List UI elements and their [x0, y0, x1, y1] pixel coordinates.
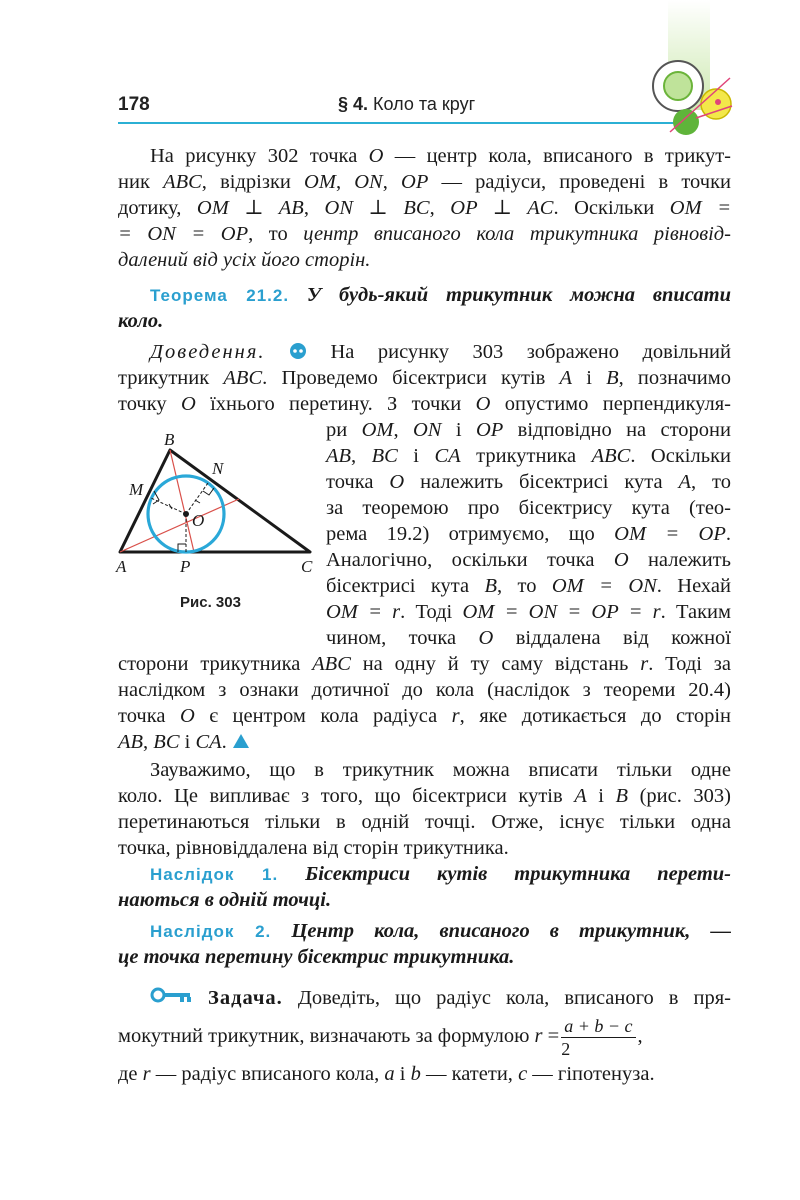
paragraph-intro: На рисунку 302 точка O — центр кола, вписаного в трикут- ник ABC, відрізки OM, ON, OP — радіуси, проведені в точки дотику, OM ⊥ AB, ON ⊥ BC, OP ⊥ AC. Оскільки OM = = ON = OP, то центр вписаного кола трикутника рівновід- далений від усіх його сторін. — [118, 145, 732, 271]
section-heading — [338, 94, 475, 115]
theorem-block: Теорема 21.2. У будь-який трикутник можна вписати коло. — [118, 284, 731, 332]
proof-conclusion: сторони трикутника ABC на одну й ту саму відстань r. Тоді за наслідком з ознаки дотичної до кола (наслідок з теореми 20.4) точка O є центром кола радіуса r, яке дотикається до сторін AB, BC і CA. — [118, 653, 732, 753]
tick-mark — [195, 500, 200, 503]
figure-caption: Рис. 303 — [180, 594, 241, 611]
paragraph-remark: Зауважимо, що в трикутник можна вписати тільки одне коло. Це випливає з того, що бісектриси кутів A і B (рис. 303) перетинаються тільки в одній точці. Отже, існує тільки одна точка, рівновіддалена від сторін трикутника. — [118, 759, 731, 859]
header-rule — [118, 122, 678, 124]
label-m: M — [129, 480, 144, 499]
label-a: A — [116, 557, 127, 576]
proof-wrapped-text: ри OM, ON і OP відповідно на сторони AB, BC і CA трикутника ABC. Оскільки точка O належить бісектрисі кута A, то за теоремою про бісектрису кута (тео- рема 19.2) отримуємо, що OM = OP. Аналогічно, оскільки точка O належить бісектрисі кута B, то OM = ON. Нехай OM = r. Тоді OM = ON = OP = r. Таким чином, точка O віддалена від кожної — [326, 419, 732, 649]
label-p: P — [180, 557, 191, 576]
section-number: § 4. — [338, 94, 369, 114]
label-n: N — [212, 459, 224, 478]
theorem-label: Теорема 21.2. — [150, 286, 290, 305]
corollary-2: Наслідок 2. Центр кола, вписаного в трикутник, — це точка перетину бісектрис трикутника. — [118, 920, 731, 968]
proof-start-icon — [289, 342, 307, 360]
label-c: C — [301, 557, 313, 576]
radius-om — [151, 498, 186, 514]
proof-label: Доведення. — [150, 341, 266, 363]
label-o: O — [192, 511, 205, 530]
corollary-1-label: Наслідок 1. — [150, 865, 279, 884]
section-title: Коло та круг — [368, 94, 476, 114]
page-number: 178 — [118, 94, 150, 115]
center-point-o — [183, 511, 189, 517]
right-angle-mark-n — [203, 488, 214, 495]
corollary-2-label: Наслідок 2. — [150, 922, 272, 941]
corollary-1: Наслідок 1. Бісектриси кутів трикутника перети- наються в одній точці. — [118, 863, 731, 911]
radius-on — [186, 483, 208, 514]
task-label: Задача. — [208, 987, 283, 1009]
proof-block: Доведення. На рисунку 303 зображено довільний трикутник ABC. Проведемо бісектриси кутів A і B, позначимо точку O їхнього перетину. З точки O опустимо перпендикуля- — [118, 341, 732, 415]
task-block: Задача. Доведіть, що радіус кола, вписаного в пря- мокутний трикутник, визначають за формулою r = $\frac{a + b - c}{2}$ , де r — радіус вписаного кола, a і b — катети, c — гіпотенуза. — [118, 987, 731, 1085]
radius-formula: $\frac{a + b - c}{2}$ — [561, 1015, 635, 1060]
tick-mark — [169, 504, 172, 509]
end-of-proof-icon — [232, 733, 250, 749]
decorative-circles-icon — [640, 0, 740, 140]
figure-303-diagram — [112, 430, 324, 580]
label-b: B — [164, 430, 175, 449]
